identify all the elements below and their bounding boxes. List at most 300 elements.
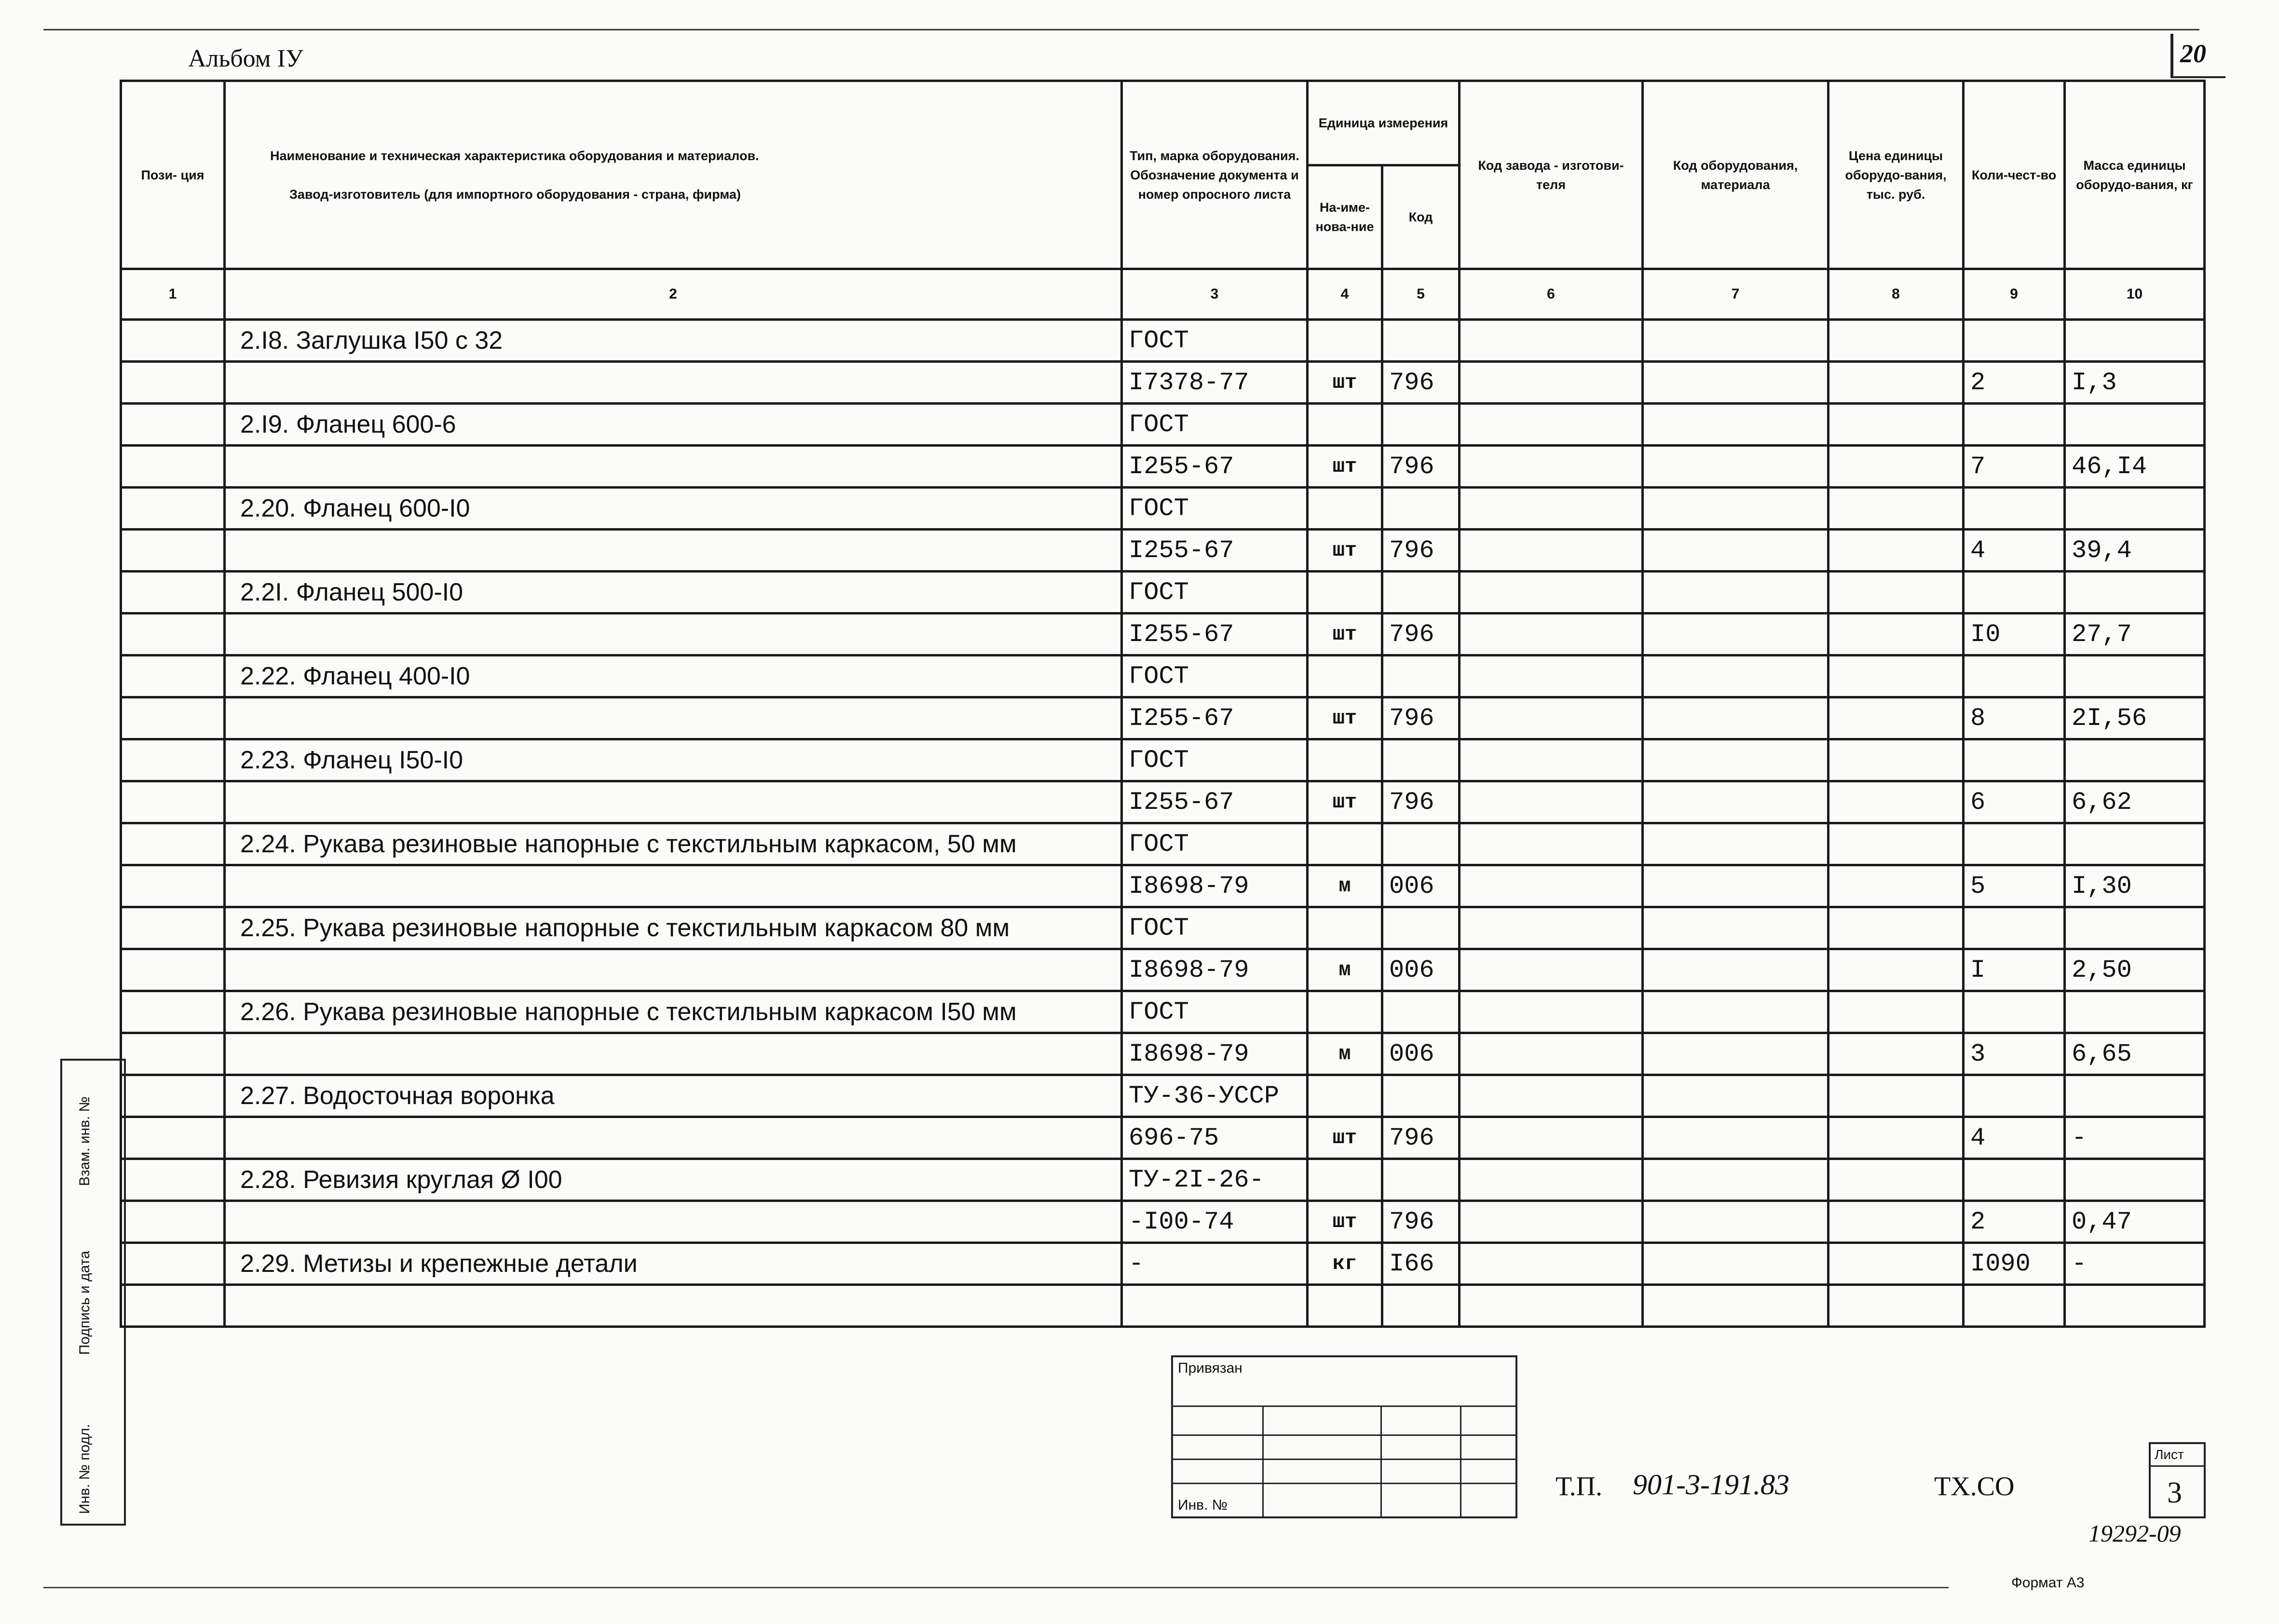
cell-mass: 27,7	[2065, 614, 2205, 655]
cell-qty: 4	[1964, 530, 2065, 572]
cell-equip	[1643, 1033, 1829, 1075]
cell-mass: 39,4	[2065, 530, 2205, 572]
cell-mass: -	[2065, 1117, 2205, 1159]
cell-price	[1829, 446, 1964, 488]
cell-unit	[1308, 823, 1382, 865]
cell-unit: шт	[1308, 1117, 1382, 1159]
cell-equip	[1643, 1243, 1829, 1285]
blank-cell	[2065, 1285, 2205, 1327]
cell-factory	[1460, 488, 1643, 530]
cell-price	[1829, 404, 1964, 446]
cell-doc: I255-67	[1122, 697, 1308, 739]
cell-name	[225, 697, 1122, 739]
cell-factory	[1460, 362, 1643, 404]
cell-factory	[1460, 320, 1643, 362]
cell-doc: ТУ-36-УССР	[1122, 1075, 1308, 1117]
cell-equip	[1643, 320, 1829, 362]
cell-price	[1829, 1243, 1964, 1285]
cell-equip	[1643, 404, 1829, 446]
cell-price	[1829, 488, 1964, 530]
cell-qty	[1964, 1075, 2065, 1117]
cell-mass	[2065, 655, 2205, 697]
cell-pos	[121, 991, 225, 1033]
cell-factory	[1460, 865, 1643, 907]
cell-name: 2.27. Водосточная воронка	[225, 1075, 1122, 1117]
cell-unit	[1308, 655, 1382, 697]
cell-price	[1829, 655, 1964, 697]
cell-pos	[121, 572, 225, 614]
blank-cell	[1382, 1285, 1460, 1327]
header-name-line2: Завод-изготовитель (для импортного оборудования - страна, фирма)	[289, 187, 741, 202]
sheet-label: Лист	[2155, 1447, 2184, 1462]
cell-mass	[2065, 1159, 2205, 1201]
cell-code: I66	[1382, 1243, 1460, 1285]
cell-unit	[1308, 991, 1382, 1033]
cell-doc: I255-67	[1122, 781, 1308, 823]
table-row	[121, 1117, 2205, 1159]
tp-label: Т.П.	[1556, 1472, 1603, 1501]
cell-qty: 2	[1964, 1201, 2065, 1243]
cell-unit: шт	[1308, 697, 1382, 739]
cell-code: 796	[1382, 1117, 1460, 1159]
cell-pos	[121, 655, 225, 697]
cell-mass: 2I,56	[2065, 697, 2205, 739]
blank-row	[121, 1285, 2205, 1327]
cell-qty	[1964, 655, 2065, 697]
col-number: 8	[1829, 269, 1964, 320]
cell-equip	[1643, 446, 1829, 488]
blank-cell	[121, 1285, 225, 1327]
cell-mass	[2065, 404, 2205, 446]
header-name	[225, 81, 1122, 269]
cell-factory	[1460, 614, 1643, 655]
table-row	[121, 781, 2205, 823]
cell-name: 2.25. Рукава резиновые напорные с текстильным каркасом 80 мм	[225, 907, 1122, 949]
cell-pos	[121, 1243, 225, 1285]
cell-equip	[1643, 949, 1829, 991]
blank-cell	[1460, 1285, 1643, 1327]
cell-doc: I8698-79	[1122, 949, 1308, 991]
col-number: 9	[1964, 269, 2065, 320]
cell-pos	[121, 1075, 225, 1117]
cell-unit: шт	[1308, 530, 1382, 572]
cell-qty	[1964, 991, 2065, 1033]
header-unit-group: Единица измерения	[1308, 81, 1460, 165]
cell-pos	[121, 362, 225, 404]
cell-equip	[1643, 991, 1829, 1033]
cell-qty: I0	[1964, 614, 2065, 655]
cell-equip	[1643, 1117, 1829, 1159]
cell-price	[1829, 1075, 1964, 1117]
cell-qty: 8	[1964, 697, 2065, 739]
cell-pos	[121, 865, 225, 907]
cell-equip	[1643, 1159, 1829, 1201]
side-stamp	[60, 1059, 126, 1526]
cell-unit	[1308, 907, 1382, 949]
cell-mass	[2065, 739, 2205, 781]
cell-code: 006	[1382, 865, 1460, 907]
cell-price	[1829, 991, 1964, 1033]
cell-equip	[1643, 781, 1829, 823]
cell-code	[1382, 655, 1460, 697]
col-number: 5	[1382, 269, 1460, 320]
cell-unit: шт	[1308, 614, 1382, 655]
cell-price	[1829, 949, 1964, 991]
cell-name: 2.29. Метизы и крепежные детали	[225, 1243, 1122, 1285]
header-unit-name: На-име-нова-ние	[1308, 165, 1382, 269]
cell-equip	[1643, 614, 1829, 655]
cell-price	[1829, 362, 1964, 404]
cell-unit	[1308, 320, 1382, 362]
table-row	[121, 1243, 2205, 1285]
cell-qty	[1964, 1159, 2065, 1201]
cell-name: 2.26. Рукава резиновые напорные с текстильным каркасом I50 мм	[225, 991, 1122, 1033]
cell-pos	[121, 488, 225, 530]
cell-unit	[1308, 404, 1382, 446]
cell-mass: 6,62	[2065, 781, 2205, 823]
cell-name: 2.22. Фланец 400-I0	[225, 655, 1122, 697]
cell-name: 2.I9. Фланец 600-6	[225, 404, 1122, 446]
table-row	[121, 320, 2205, 362]
cell-mass	[2065, 907, 2205, 949]
blank-cell	[1829, 1285, 1964, 1327]
cell-pos	[121, 404, 225, 446]
cell-unit	[1308, 572, 1382, 614]
cell-doc: I8698-79	[1122, 1033, 1308, 1075]
cell-factory	[1460, 1159, 1643, 1201]
cell-mass	[2065, 572, 2205, 614]
cell-doc: ГОСТ	[1122, 404, 1308, 446]
col-number: 1	[121, 269, 225, 320]
cell-doc: I7378-77	[1122, 362, 1308, 404]
header-position: Пози- ция	[121, 81, 225, 269]
table-row	[121, 865, 2205, 907]
cell-factory	[1460, 1033, 1643, 1075]
cell-code	[1382, 320, 1460, 362]
cell-equip	[1643, 655, 1829, 697]
cell-unit: кг	[1308, 1243, 1382, 1285]
table-row	[121, 404, 2205, 446]
header-mass: Масса единицы оборудо-вания, кг	[2065, 81, 2205, 269]
cell-pos	[121, 697, 225, 739]
cell-equip	[1643, 697, 1829, 739]
header-quantity: Коли-чест-во	[1964, 81, 2065, 269]
cell-doc: I255-67	[1122, 446, 1308, 488]
table-row	[121, 1033, 2205, 1075]
cell-equip	[1643, 362, 1829, 404]
bottom-border-line	[43, 1587, 1949, 1588]
blank-cell	[1122, 1285, 1308, 1327]
table-row	[121, 1159, 2205, 1201]
cell-price	[1829, 781, 1964, 823]
cell-code: 796	[1382, 697, 1460, 739]
cell-doc: I255-67	[1122, 530, 1308, 572]
cell-code	[1382, 991, 1460, 1033]
cell-code	[1382, 739, 1460, 781]
cell-qty	[1964, 320, 2065, 362]
cell-doc: ГОСТ	[1122, 572, 1308, 614]
cell-qty: 7	[1964, 446, 2065, 488]
side-replace-inv: Взам. инв. №	[77, 1096, 93, 1186]
cell-pos	[121, 823, 225, 865]
cell-factory	[1460, 530, 1643, 572]
cell-factory	[1460, 739, 1643, 781]
cell-name	[225, 362, 1122, 404]
col-number: 4	[1308, 269, 1382, 320]
format-label: Формат А3	[2011, 1575, 2085, 1591]
cell-factory	[1460, 1243, 1643, 1285]
table-row	[121, 655, 2205, 697]
col-number: 7	[1643, 269, 1829, 320]
cell-equip	[1643, 488, 1829, 530]
cell-mass	[2065, 488, 2205, 530]
cell-code	[1382, 488, 1460, 530]
cell-pos	[121, 530, 225, 572]
cell-equip	[1643, 823, 1829, 865]
cell-price	[1829, 530, 1964, 572]
cell-code: 796	[1382, 530, 1460, 572]
cell-qty	[1964, 572, 2065, 614]
cell-mass	[2065, 320, 2205, 362]
cell-mass: 0,47	[2065, 1201, 2205, 1243]
table-row	[121, 530, 2205, 572]
stamp-inv-no: Инв. №	[1178, 1497, 1228, 1513]
cell-price	[1829, 865, 1964, 907]
header-equipment-code: Код оборудования, материала	[1643, 81, 1829, 269]
cell-name	[225, 865, 1122, 907]
cell-factory	[1460, 1117, 1643, 1159]
cell-doc: I8698-79	[1122, 865, 1308, 907]
cell-unit: м	[1308, 865, 1382, 907]
cell-code: 796	[1382, 446, 1460, 488]
table-row	[121, 572, 2205, 614]
cell-factory	[1460, 1075, 1643, 1117]
cell-code	[1382, 1159, 1460, 1201]
cell-price	[1829, 1033, 1964, 1075]
binding-stamp	[1171, 1355, 1517, 1518]
cell-name: 2.2I. Фланец 500-I0	[225, 572, 1122, 614]
cell-unit: шт	[1308, 781, 1382, 823]
cell-pos	[121, 320, 225, 362]
cell-price	[1829, 614, 1964, 655]
cell-pos	[121, 614, 225, 655]
cell-pos	[121, 781, 225, 823]
cell-unit: м	[1308, 1033, 1382, 1075]
table-row	[121, 739, 2205, 781]
cell-mass: 2,50	[2065, 949, 2205, 991]
cell-equip	[1643, 572, 1829, 614]
cell-doc: ГОСТ	[1122, 739, 1308, 781]
cell-name	[225, 614, 1122, 655]
cell-name	[225, 1117, 1122, 1159]
sheet-value: 3	[2167, 1476, 2182, 1509]
cell-factory	[1460, 991, 1643, 1033]
handwritten-note: 19292-09	[2088, 1520, 2181, 1547]
cell-name: 2.20. Фланец 600-I0	[225, 488, 1122, 530]
cell-doc: ГОСТ	[1122, 907, 1308, 949]
cell-pos	[121, 1117, 225, 1159]
cell-factory	[1460, 949, 1643, 991]
cell-doc: ГОСТ	[1122, 655, 1308, 697]
cell-name	[225, 949, 1122, 991]
cell-pos	[121, 446, 225, 488]
cell-code	[1382, 404, 1460, 446]
cell-mass: 6,65	[2065, 1033, 2205, 1075]
cell-price	[1829, 697, 1964, 739]
cell-pos	[121, 1033, 225, 1075]
cell-price	[1829, 572, 1964, 614]
blank-cell	[1964, 1285, 2065, 1327]
cell-qty: 3	[1964, 1033, 2065, 1075]
cell-code: 006	[1382, 1033, 1460, 1075]
table-row	[121, 907, 2205, 949]
cell-doc: ГОСТ	[1122, 991, 1308, 1033]
cell-doc: ГОСТ	[1122, 488, 1308, 530]
cell-qty: 4	[1964, 1117, 2065, 1159]
cell-factory	[1460, 697, 1643, 739]
table-row	[121, 697, 2205, 739]
cell-code: 796	[1382, 1201, 1460, 1243]
cell-doc: ГОСТ	[1122, 823, 1308, 865]
blank-cell	[225, 1285, 1122, 1327]
table-row	[121, 823, 2205, 865]
cell-equip	[1643, 530, 1829, 572]
col-number: 2	[225, 269, 1122, 320]
cell-mass: 46,I4	[2065, 446, 2205, 488]
top-border-line	[43, 29, 2199, 30]
cell-unit	[1308, 488, 1382, 530]
table-row	[121, 362, 2205, 404]
cell-equip	[1643, 1201, 1829, 1243]
cell-price	[1829, 739, 1964, 781]
cell-qty: 6	[1964, 781, 2065, 823]
cell-factory	[1460, 1201, 1643, 1243]
cell-name: 2.23. Фланец I50-I0	[225, 739, 1122, 781]
cell-unit: м	[1308, 949, 1382, 991]
cell-unit: шт	[1308, 362, 1382, 404]
cell-factory	[1460, 781, 1643, 823]
cell-name	[225, 530, 1122, 572]
cell-pos	[121, 1201, 225, 1243]
cell-doc: ТУ-2I-26-	[1122, 1159, 1308, 1201]
cell-equip	[1643, 1075, 1829, 1117]
cell-name	[225, 1033, 1122, 1075]
side-sign-date: Подпись и дата	[77, 1251, 93, 1355]
cell-qty: I	[1964, 949, 2065, 991]
cell-qty	[1964, 488, 2065, 530]
doc-code: ТХ.СО	[1934, 1472, 2015, 1501]
cell-unit	[1308, 1159, 1382, 1201]
cell-price	[1829, 1117, 1964, 1159]
cell-qty: 5	[1964, 865, 2065, 907]
cell-factory	[1460, 404, 1643, 446]
cell-name: 2.28. Ревизия круглая Ø I00	[225, 1159, 1122, 1201]
col-number: 10	[2065, 269, 2205, 320]
table-row	[121, 446, 2205, 488]
table-row	[121, 1201, 2205, 1243]
cell-unit: шт	[1308, 446, 1382, 488]
side-inv-orig: Инв. № подл.	[77, 1424, 93, 1514]
cell-price	[1829, 1201, 1964, 1243]
cell-doc: ГОСТ	[1122, 320, 1308, 362]
cell-mass: I,30	[2065, 865, 2205, 907]
cell-pos	[121, 907, 225, 949]
cell-price	[1829, 320, 1964, 362]
cell-mass	[2065, 1075, 2205, 1117]
specification-table	[120, 80, 2206, 1328]
cell-qty	[1964, 404, 2065, 446]
cell-mass: I,3	[2065, 362, 2205, 404]
cell-doc: -I00-74	[1122, 1201, 1308, 1243]
header-factory-code: Код завода - изготови-теля	[1460, 81, 1643, 269]
tp-number: 901-3-191.83	[1633, 1469, 1789, 1501]
cell-price	[1829, 1159, 1964, 1201]
cell-code	[1382, 1075, 1460, 1117]
cell-code	[1382, 907, 1460, 949]
cell-pos	[121, 739, 225, 781]
cell-qty	[1964, 823, 2065, 865]
header-type: Тип, марка оборудования. Обозначение документа и номер опросного листа	[1122, 81, 1308, 269]
table-row	[121, 1075, 2205, 1117]
cell-name	[225, 1201, 1122, 1243]
table-row	[121, 488, 2205, 530]
header-price: Цена единицы оборудо-вания, тыс. руб.	[1829, 81, 1964, 269]
sheet-number: 20	[2180, 39, 2206, 68]
cell-code: 006	[1382, 949, 1460, 991]
cell-mass	[2065, 823, 2205, 865]
album-title: Альбом IУ	[188, 45, 303, 72]
stamp-linked: Привязан	[1178, 1360, 1242, 1376]
blank-cell	[1308, 1285, 1382, 1327]
cell-equip	[1643, 907, 1829, 949]
table-row	[121, 614, 2205, 655]
cell-price	[1829, 907, 1964, 949]
blank-cell	[1643, 1285, 1829, 1327]
cell-mass	[2065, 991, 2205, 1033]
cell-factory	[1460, 655, 1643, 697]
cell-pos	[121, 949, 225, 991]
cell-name	[225, 446, 1122, 488]
cell-doc: 696-75	[1122, 1117, 1308, 1159]
cell-unit	[1308, 1075, 1382, 1117]
table-row	[121, 949, 2205, 991]
cell-code: 796	[1382, 781, 1460, 823]
cell-unit: шт	[1308, 1201, 1382, 1243]
col-number: 3	[1122, 269, 1308, 320]
cell-doc: I255-67	[1122, 614, 1308, 655]
cell-name: 2.I8. Заглушка I50 с 32	[225, 320, 1122, 362]
cell-code: 796	[1382, 362, 1460, 404]
table-row	[121, 991, 2205, 1033]
cell-equip	[1643, 739, 1829, 781]
cell-qty	[1964, 739, 2065, 781]
cell-factory	[1460, 907, 1643, 949]
cell-code	[1382, 572, 1460, 614]
cell-equip	[1643, 865, 1829, 907]
header-name-line1: Наименование и техническая характеристика оборудования и материалов.	[270, 148, 759, 163]
col-number: 6	[1460, 269, 1643, 320]
cell-code: 796	[1382, 614, 1460, 655]
cell-factory	[1460, 572, 1643, 614]
cell-pos	[121, 1159, 225, 1201]
cell-price	[1829, 823, 1964, 865]
cell-qty: 2	[1964, 362, 2065, 404]
cell-qty: I090	[1964, 1243, 2065, 1285]
cell-name: 2.24. Рукава резиновые напорные с текстильным каркасом, 50 мм	[225, 823, 1122, 865]
cell-factory	[1460, 823, 1643, 865]
sheet-box	[2149, 1442, 2206, 1518]
cell-mass: -	[2065, 1243, 2205, 1285]
